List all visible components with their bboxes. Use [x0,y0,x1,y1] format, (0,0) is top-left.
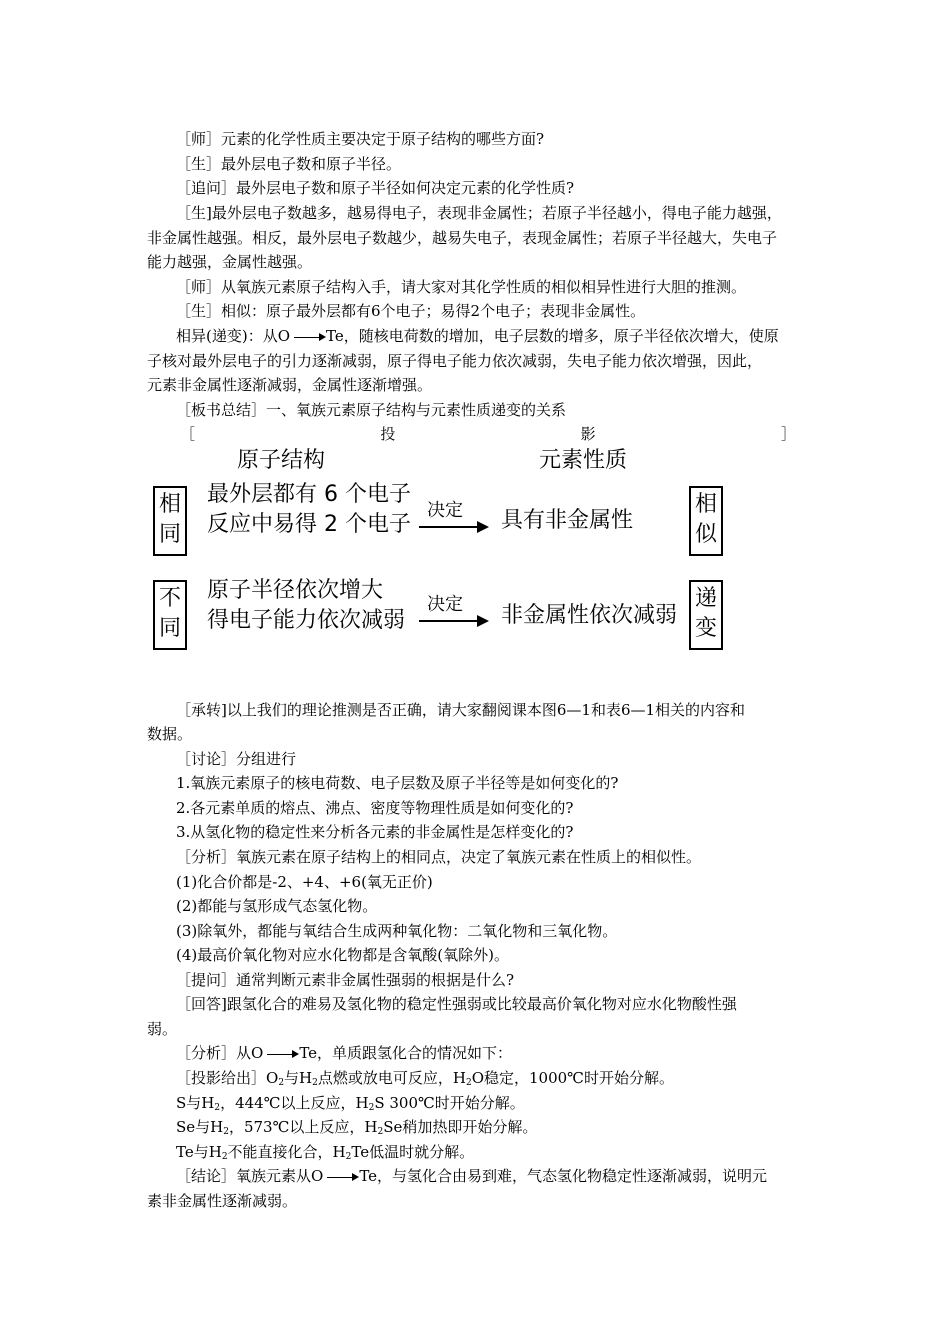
arrow-head-icon [477,521,489,533]
row2-line2: 得电子能力依次减弱 [207,608,406,633]
text-line: (1)化合价都是-2、+4、+6(氧无正价) [176,873,433,891]
arrow-icon [419,620,481,622]
text-line [176,324,779,348]
text-line: Te与$H_2$不能直接化合，$H_2Te$低温时就分解。 [176,1143,475,1162]
text-fragment: ［ [180,425,196,443]
label-box-same: 相 同 [153,486,187,556]
structure-property-diagram [149,446,733,658]
text-fragment: Te，随核电荷数的增加，电子层数的增多，原子半径依次增大，使原 [326,327,779,345]
text-line: ［生］相似：原子最外层都有6个电子；易得2个电子；表现非金属性。 [176,302,646,320]
row1-line1: 最外层都有 6 个电子 [207,482,411,507]
text-line: ［承转]以上我们的理论推测是否正确，请大家翻阅课本图6—1和表6—1相关的内容和 [176,701,746,719]
text-line: 素非金属性逐渐减弱。 [147,1192,298,1210]
text-fragment: ］ [780,425,796,443]
text-line: 子核对最外层电子的引力逐渐减弱，原子得电子能力依次减弱，失电子能力依次增强，因此， [147,352,763,370]
text-line: ［讨论］分组进行 [176,750,297,768]
text-line: 非金属性越强。相反，最外层电子数越少，越易失电子，表现金属性；若原子半径越大，失电子 [147,229,778,247]
arrow-icon [327,1177,357,1178]
label-box-similar: 相 似 [689,486,723,556]
text-line: ［回答]跟氢化合的难易及氢化物的稳定性强弱或比较最高价氧化物对应水化物酸性强 [176,995,737,1013]
text-line [176,1041,512,1065]
text-fragment: 相异(递变)：从O [176,327,291,345]
row1-arrow-label: 决定 [427,500,463,521]
projection-heading [180,422,796,446]
row2-result: 非金属性依次减弱 [501,603,678,628]
row2-line1: 原子半径依次增大 [207,578,384,603]
text-fragment: Te，单质跟氢化合的情况如下： [299,1044,513,1062]
arrow-icon [419,526,481,528]
header-left: 原子结构 [237,448,326,473]
arrow-head-icon [477,615,489,627]
text-line: 能力越强，金属性越强。 [147,253,313,271]
text-line: (3)除氧外，都能与氧结合生成两种氧化物：二氧化物和三氧化物。 [176,922,618,940]
text-line: 2.各元素单质的熔点、沸点、密度等物理性质是如何变化的? [176,799,574,817]
text-line: ［提问］通常判断元素非金属性强弱的根据是什么? [176,971,515,989]
text-line: 弱。 [147,1020,178,1038]
text-line [176,1164,767,1188]
row2-arrow-label: 决定 [427,594,463,615]
text-line: 1.氧族元素原子的核电荷数、电子层数及原子半径等是如何变化的? [176,774,619,792]
text-line: (2)都能与氢形成气态氢化物。 [176,897,378,915]
text-line: Se与$H_2$，573℃以上反应，$H_2Se$稍加热即开始分解。 [176,1118,538,1137]
text-line: ［追问］最外层电子数和原子半径如何决定元素的化学性质? [176,179,575,197]
text-line: S与$H_2$，444℃以上反应，$H_2S$ 300℃时开始分解。 [176,1094,525,1113]
text-line: ［师］从氧族元素原子结构入手，请大家对其化学性质的相似相异性进行大胆的推测。 [176,278,747,296]
text-line: ［生］最外层电子数和原子半径。 [176,155,402,173]
label-box-different: 不 同 [153,580,187,650]
text-fragment: ［结论］氧族元素从O [176,1167,324,1185]
text-line: ［投影给出$]O_2$与$H_2$点燃或放电可反应，$H_2O$稳定，1000℃时开始分解。 [176,1069,674,1088]
arrow-icon [294,337,324,338]
text-fragment: 投 [380,425,396,443]
text-line: 元素非金属性逐渐减弱，金属性逐渐增强。 [147,376,433,394]
header-right: 元素性质 [539,448,628,473]
text-line: ［生]最外层电子数越多，越易得电子，表现非金属性；若原子半径越小，得电子能力越强， [176,204,782,222]
row1-line2: 反应中易得 2 个电子 [207,512,411,537]
text-line: ［师］元素的化学性质主要决定于原子结构的哪些方面? [176,130,545,148]
text-fragment: ［分析］从O [176,1044,264,1062]
text-line: 3.从氢化物的稳定性来分析各元素的非金属性是怎样变化的? [176,823,574,841]
arrow-icon [267,1054,297,1055]
text-line: ［分析］氧族元素在原子结构上的相同点，决定了氧族元素在性质上的相似性。 [176,848,702,866]
text-line: (4)最高价氧化物对应水化物都是含氧酸(氧除外)。 [176,946,509,964]
text-line: 数据。 [147,725,193,743]
text-fragment: Te，与氢化合由易到难，气态氢化物稳定性逐渐减弱，说明元 [359,1167,768,1185]
label-box-gradation: 递 变 [689,580,723,650]
row1-result: 具有非金属性 [501,508,634,533]
text-fragment: 影 [580,425,596,443]
text-line: ［板书总结］一、氧族元素原子结构与元素性质递变的关系 [176,401,567,419]
